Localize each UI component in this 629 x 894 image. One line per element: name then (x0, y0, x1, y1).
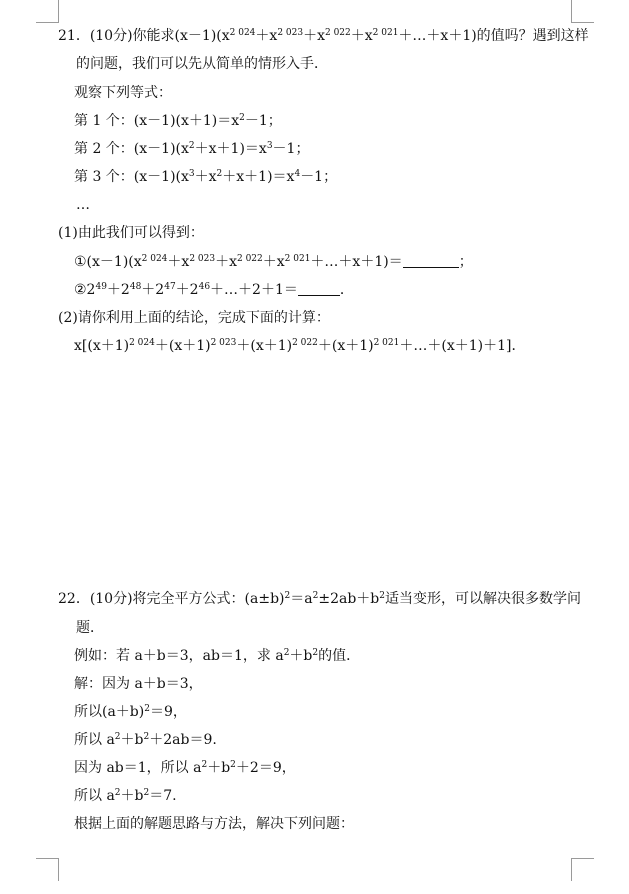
q22-stem-line-1: 22．(10分)将完全平方公式：$(a\pm b)^2=a^2\pm 2ab+b^2$适当变形，可以解决很多数学问 (58, 591, 581, 607)
q21-equation-2: 第 2 个：$(x-1)(x^2+x+1)=x^3-1$； (74, 141, 310, 157)
crop-mark-bottom-left (36, 858, 59, 881)
q22-solution-step-1: 解：因为 a＋b＝3， (74, 676, 203, 692)
q21-stem-line-2: 的问题，我们可以先从简单的情形入手． (76, 56, 328, 72)
q21-equation-3: 第 3 个：$(x-1)(x^3+x^2+x+1)=x^4-1$； (74, 169, 338, 185)
q21-observe-label: 观察下列等式： (74, 85, 172, 101)
q21-part-1-label: (1)由此我们可以得到： (58, 225, 204, 241)
q21-ellipsis: … (76, 197, 90, 213)
q21-calculation: $x[(x+1)^{2 024}+(x+1)^{2 023}+(x+1)^{2 022}+(x+1)^{2 021}+\dots+(x+1)+1]$． (74, 338, 526, 354)
q21-equation-1: 第 1 个：$(x-1)(x+1)=x^2-1$； (74, 113, 282, 129)
q22-example: 例如：若 a＋b＝3，ab＝1，求 $a^2+b^2$的值． (74, 648, 361, 664)
q22-stem-line-2: 题． (76, 620, 104, 636)
q22-solution-step-3: 所以 $a^2+b^2+2ab=9$. (74, 732, 217, 748)
q22-solution-step-2: 所以$(a+b)^2=9$， (74, 704, 187, 720)
q21-sub-2-end: ． (339, 282, 354, 298)
q21-sub-1-end: ； (458, 254, 473, 270)
crop-mark-bottom-right (571, 858, 594, 881)
answer-blank-1[interactable] (403, 253, 459, 268)
crop-mark-top-left (36, 0, 59, 23)
q22-solution-step-5: 所以 $a^2+b^2=7$. (74, 788, 177, 804)
q21-sub-2-expression: $②2^{49}+2^{48}+2^{47}+2^{46}+\dots+2+1=$ (74, 282, 298, 298)
q22-solution-step-4: 因为 ab＝1，所以 $a^2+b^2+2=9$， (74, 760, 296, 776)
q21-sub-question-1 (74, 253, 473, 271)
q21-part-2-label: (2)请你利用上面的结论，完成下面的计算： (58, 310, 330, 326)
crop-mark-top-right (571, 0, 594, 23)
q21-sub-1-expression: $①(x-1)(x^{2 024}+x^{2 023}+x^{2 022}+x^{2 021}+\dots+x+1)=$ (74, 254, 403, 270)
q21-stem-line-1: 21．(10分)你能求$(x-1)(x^{2 024}+x^{2 023}+x^{2 022}+x^{2 021}+\dots+x+1)$的值吗？遇到这样 (58, 28, 589, 44)
q22-follow-up: 根据上面的解题思路与方法，解决下列问题： (74, 816, 354, 832)
answer-blank-2[interactable] (298, 281, 340, 296)
q21-sub-question-2 (74, 281, 354, 299)
